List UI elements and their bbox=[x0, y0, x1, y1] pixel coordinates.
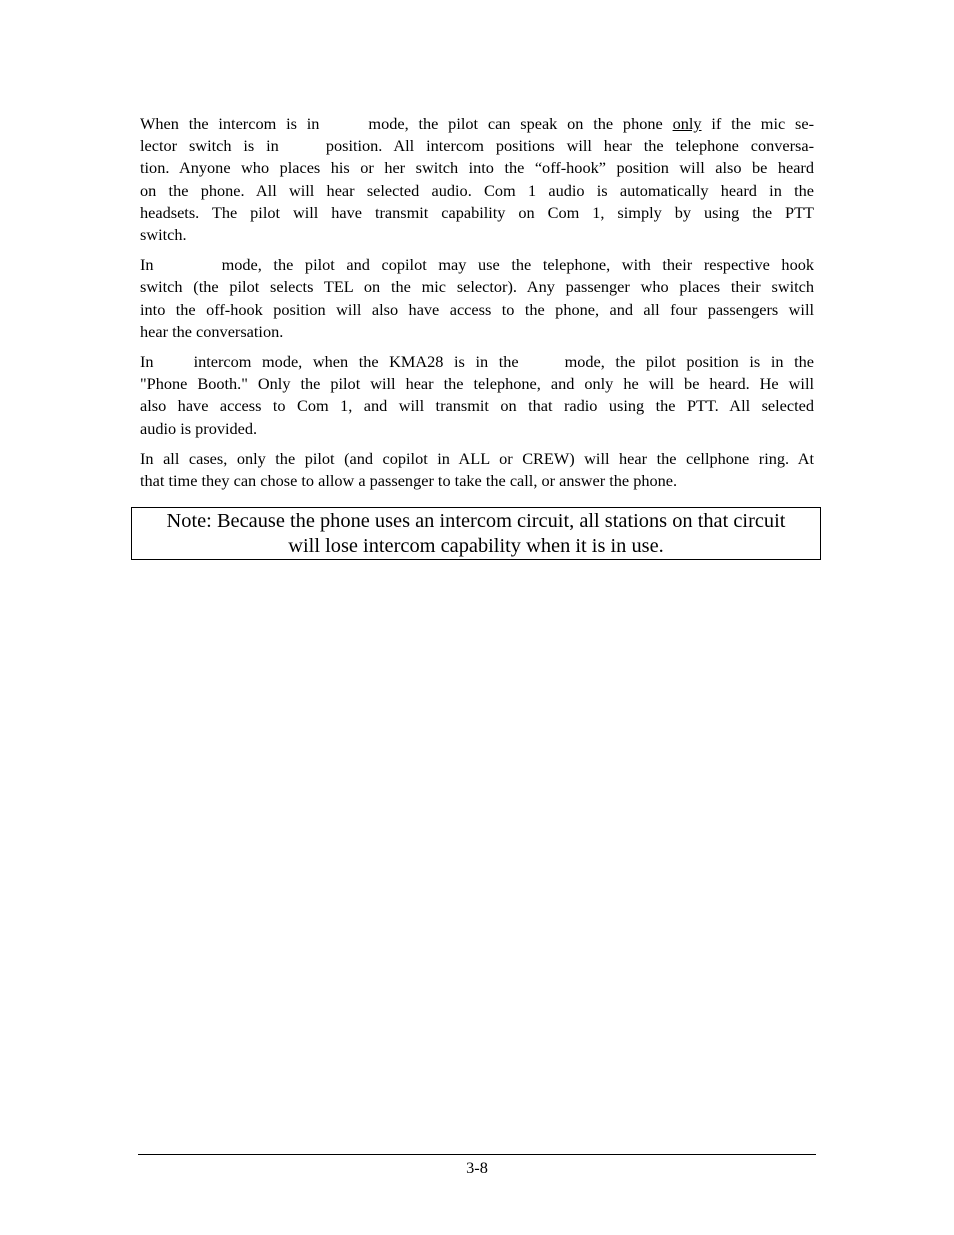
text-run: position. All intercom positions will hear the telephone conversa- bbox=[325, 136, 815, 156]
text-run: lector switch is in bbox=[140, 136, 279, 156]
underlined-text: only bbox=[672, 114, 702, 133]
text-line: on the phone. All will hear selected audio. Com 1 audio is automatically heard in the bbox=[140, 180, 814, 200]
text-run: mode, the pilot position is in the bbox=[564, 352, 814, 372]
text-line bbox=[140, 254, 814, 276]
note-box bbox=[131, 507, 821, 560]
text-run: mode, the pilot and copilot may use the telephone, with their respective hook bbox=[221, 255, 814, 275]
text-line: into the off-hook position will also have access to the phone, and all four passengers will bbox=[140, 299, 814, 319]
text-run: When the intercom is in bbox=[140, 114, 320, 133]
paragraph-crew-mode bbox=[140, 254, 814, 343]
text-line: audio is provided. bbox=[140, 418, 258, 438]
paragraph-isolate-mode bbox=[140, 113, 814, 246]
text-line: also have access to Com 1, and will transmit on that radio using the PTT. All selected bbox=[140, 396, 814, 416]
text-run: In bbox=[140, 352, 154, 372]
paragraph-all-mode bbox=[140, 351, 814, 440]
note-line: will lose intercom capability when it is in use. bbox=[288, 535, 664, 557]
text-line: headsets. The pilot will have transmit capability on Com 1, simply by using the PTT bbox=[140, 202, 814, 222]
text-line: hear the conversation. bbox=[140, 321, 284, 341]
text-run: intercom mode, when the KMA28 is in the bbox=[193, 352, 519, 372]
text-line: "Phone Booth." Only the pilot will hear the telephone, and only he will be heard. He will bbox=[140, 374, 814, 394]
text-line bbox=[140, 113, 814, 135]
text-run: mode, the pilot can speak on the phone bbox=[368, 114, 663, 133]
paragraph-ring bbox=[140, 448, 814, 492]
text-run: if the mic se- bbox=[711, 114, 815, 133]
text-line: tion. Anyone who places his or her switch into the “off-hook” position will also be heard bbox=[140, 158, 814, 178]
text-run: In bbox=[140, 255, 154, 275]
body-text bbox=[140, 113, 814, 500]
text-line bbox=[140, 135, 814, 157]
text-line: In all cases, only the pilot (and copilot in ALL or CREW) will hear the cellphone ring. At bbox=[140, 448, 814, 468]
text-line: that time they can chose to allow a passenger to take the call, or answer the phone. bbox=[140, 471, 678, 491]
page-number: 3-8 bbox=[466, 1158, 488, 1177]
text-line: switch. bbox=[140, 225, 187, 245]
note-line: Note: Because the phone uses an intercom circuit, all stations on that circuit bbox=[166, 510, 786, 532]
footer-divider bbox=[138, 1154, 816, 1155]
text-line bbox=[140, 351, 814, 373]
text-line: switch (the pilot selects TEL on the mic selector). Any passenger who places their switch bbox=[140, 277, 814, 297]
